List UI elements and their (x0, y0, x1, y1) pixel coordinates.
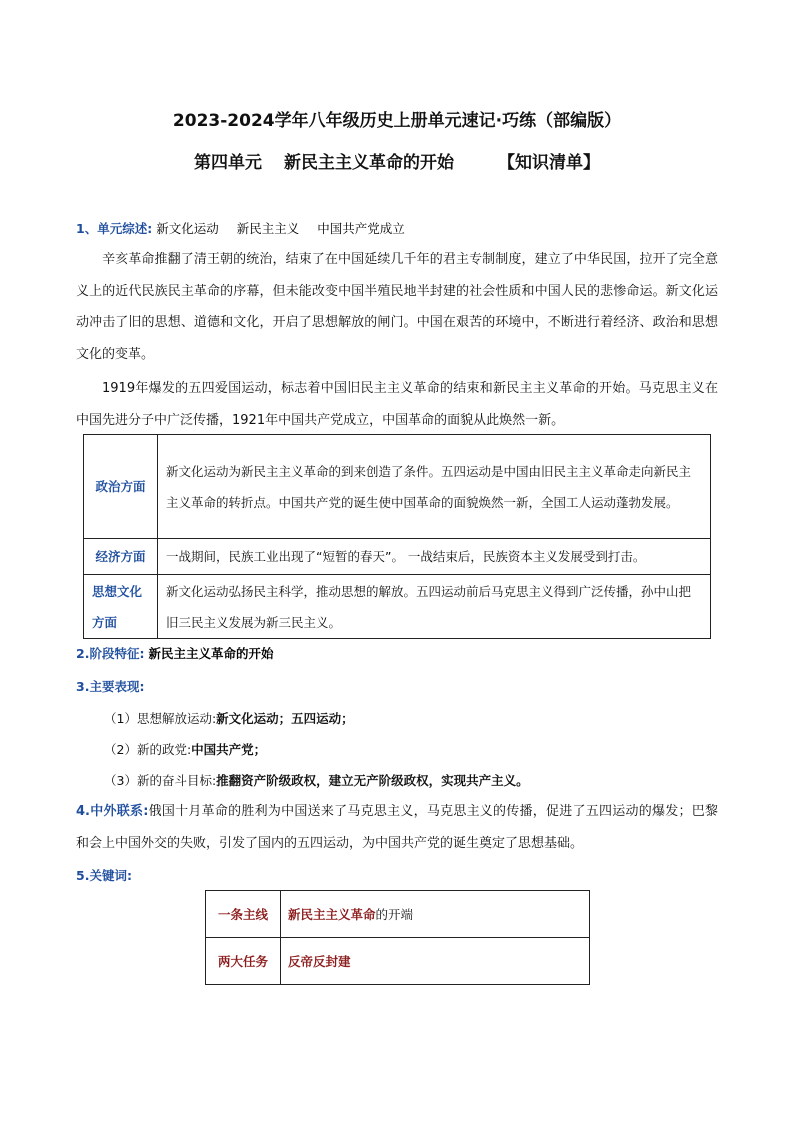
table-row (206, 891, 590, 938)
list-item: （3）新的奋斗目标:推翻资产阶级政权，建立无产阶级政权，实现共产主义。 (104, 773, 529, 788)
document-title: 2023-2024学年八年级历史上册单元速记·巧练（部编版） (172, 111, 622, 131)
list-item: （2）新的政党:中国共产党； (104, 742, 267, 757)
keywords-table (205, 890, 590, 985)
keyword-value: 新民主主义革命的开端 (281, 891, 590, 938)
aspect-head: 思想文化方面 (84, 575, 158, 639)
section3-heading (76, 677, 144, 695)
keyword-value: 反帝反封建 (281, 938, 590, 985)
unit-name: 新民主主义革命的开始 (284, 153, 454, 173)
list-item: （1）思想解放运动:新文化运动；五四运动； (104, 711, 354, 726)
section2-label: 2.阶段特征: (76, 646, 145, 661)
intro-paragraph: 1919年爆发的五四爱国运动，标志着中国旧民主主义革命的结束和新民主主义革命的开始。马克思主义在中国先进分子中广泛传播，1921年中国共产党成立，中国革命的面貌从此焕然一新。 (76, 381, 718, 428)
table-row (84, 539, 711, 575)
section1-topic: 中国共产党成立 (317, 221, 405, 236)
section4-paragraph (76, 796, 718, 859)
aspect-head: 政治方面 (84, 435, 158, 539)
keyword-key: 两大任务 (206, 938, 281, 985)
intro-paragraph: 辛亥革命推翻了清王朝的统治，结束了在中国延续几千年的君主专制制度，建立了中华民国，拉开了完全意义上的近代民族民主革命的序幕，但未能改变中国半殖民地半封建的社会性质和中国人民的悲惨命运。新文化运动冲击了旧的思想、道德和文化，开启了思想解放的闸门。中国在艰苦的环境中，不断进行着经济、政治和思想文化的变革。 (76, 252, 718, 362)
table-row (84, 575, 711, 639)
section2-heading (76, 644, 273, 662)
aspect-head: 经济方面 (84, 539, 158, 575)
document-subtitle (0, 148, 794, 173)
section5-label: 5.关键词: (76, 868, 132, 883)
aspect-content: 一战期间，民族工业出现了“短暂的春天”。 一战结束后，民族资本主义发展受到打击。 (158, 539, 711, 575)
section3-label: 3.主要表现: (76, 679, 145, 694)
section1-topic: 新文化运动 (156, 221, 219, 236)
unit-number: 第四单元 (194, 153, 262, 173)
table-row (84, 435, 711, 539)
section4-label: 4.中外联系: (76, 804, 149, 819)
unit-tag: 【知识清单】 (498, 153, 600, 173)
aspect-content: 新文化运动为新民主主义革命的到来创造了条件。五四运动是中国由旧民主主义革命走向新民主主义革命的转折点。中国共产党的诞生使中国革命的面貌焕然一新，全国工人运动蓬勃发展。 (158, 435, 711, 539)
aspect-content: 新文化运动弘扬民主科学，推动思想的解放。五四运动前后马克思主义得到广泛传播，孙中山把旧三民主义发展为新三民主义。 (158, 575, 711, 639)
section1-topic: 新民主主义 (236, 221, 300, 236)
aspects-table (83, 434, 711, 639)
section1-label: 1、单元综述: (76, 221, 153, 236)
section2-value: 新民主主义革命的开始 (148, 646, 274, 661)
keyword-key: 一条主线 (206, 891, 281, 938)
section4-text: 俄国十月革命的胜利为中国送来了马克思主义，马克思主义的传播，促进了五四运动的爆发；巴黎和会上中国外交的失败，引发了国内的五四运动，为中国共产党的诞生奠定了思想基础。 (76, 804, 718, 851)
section5-heading (76, 866, 132, 884)
table-row (206, 938, 590, 985)
section1-heading (76, 219, 405, 237)
